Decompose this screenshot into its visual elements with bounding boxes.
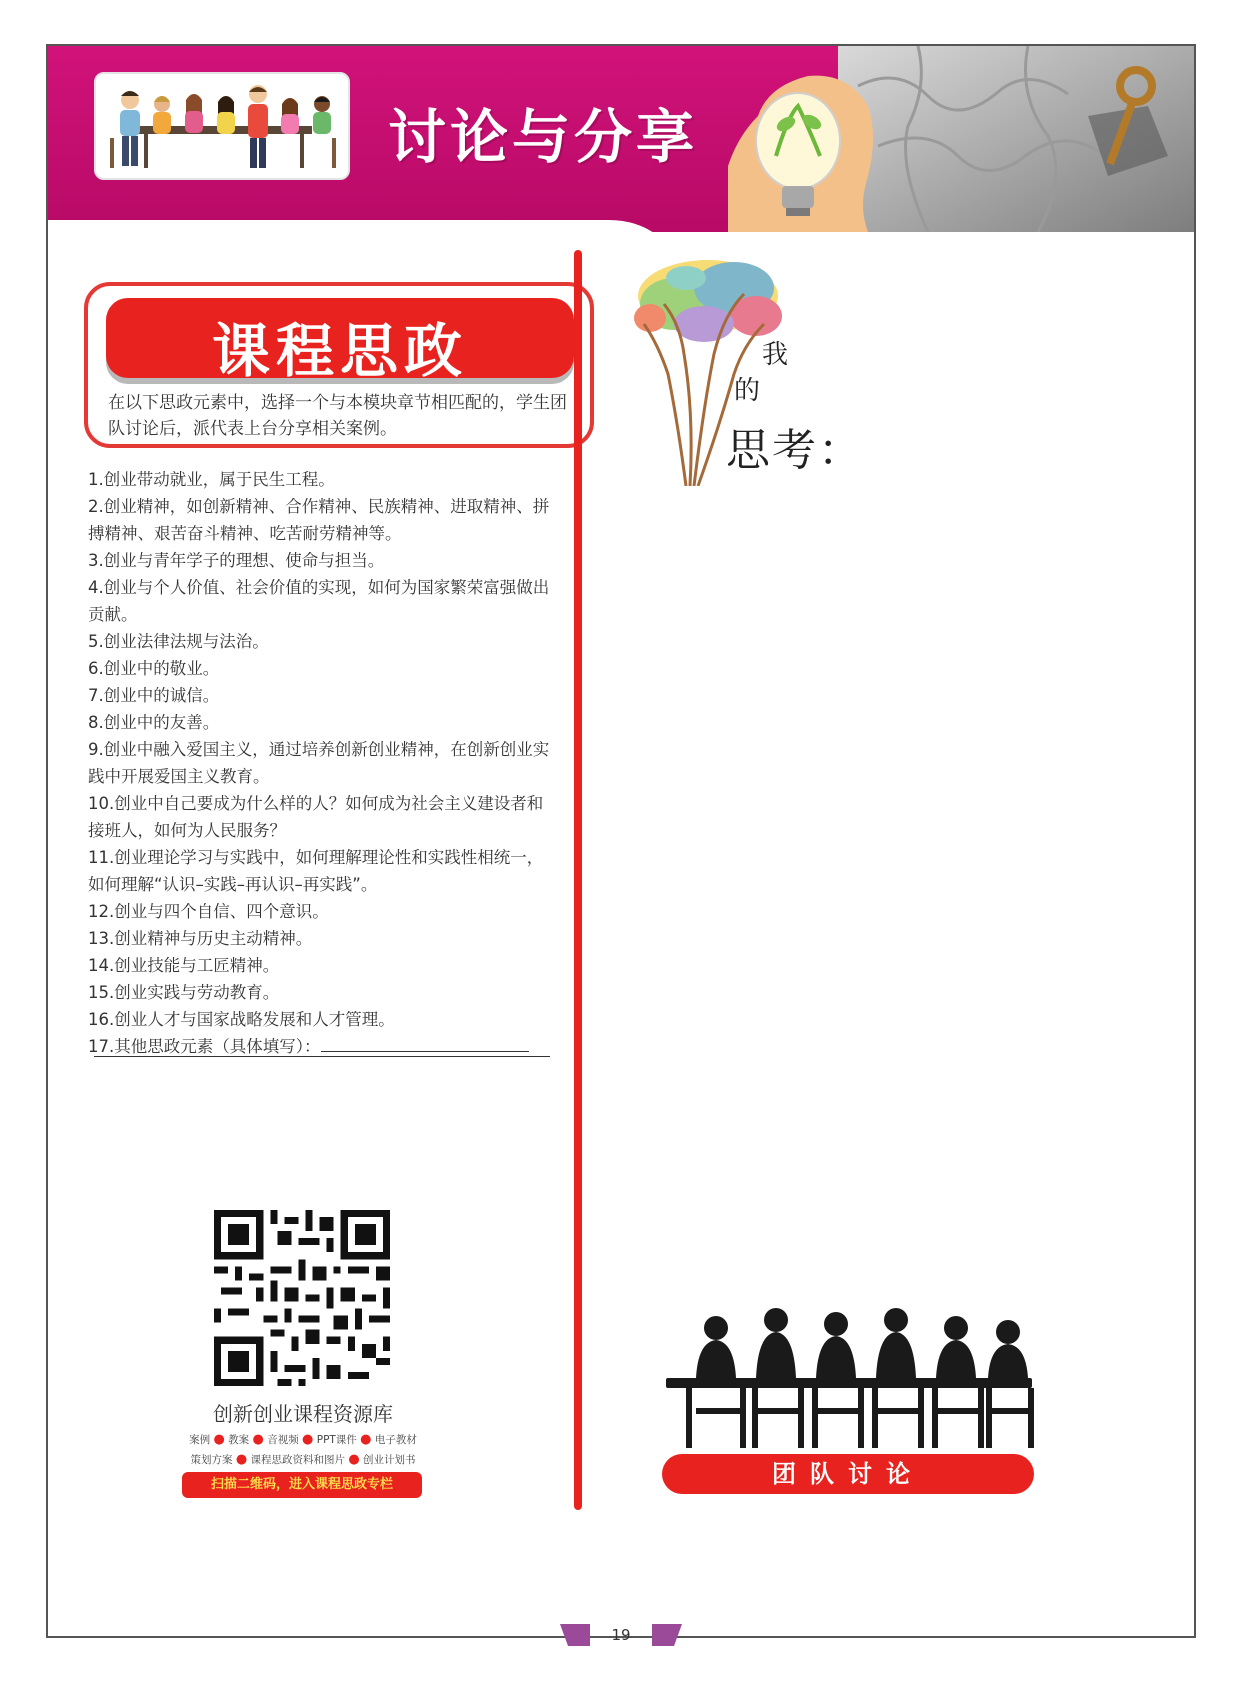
list-item: 1.创业带动就业，属于民生工程。 bbox=[88, 470, 335, 489]
ideology-title: 课程思政 bbox=[211, 317, 468, 385]
list-item: 13.创业精神与历史主动精神。 bbox=[88, 929, 313, 948]
list-item: 15.创业实践与劳动教育。 bbox=[88, 983, 280, 1002]
other-element-fill-line-2[interactable] bbox=[94, 1056, 550, 1057]
ideology-description: 在以下思政元素中，选择一个与本模块章节相匹配的，学生团队讨论后，派代表上台分享相关案例。 bbox=[108, 393, 567, 439]
list-item: 4.创业与个人价值、社会价值的实现，如何为国家繁荣富强做出贡献。 bbox=[88, 578, 550, 624]
tag: 电子教材 bbox=[374, 1434, 417, 1446]
other-element-fill-line[interactable] bbox=[321, 1038, 529, 1052]
list-item: 5.创业法律法规与法治。 bbox=[88, 632, 269, 651]
team-discussion-banner: 团队讨论 bbox=[662, 1454, 1034, 1494]
ideology-elements-list bbox=[88, 466, 558, 1060]
list-item: 6.创业中的敬业。 bbox=[88, 659, 220, 678]
tag: 音视频 bbox=[267, 1434, 299, 1446]
tag: 策划方案 bbox=[190, 1454, 233, 1466]
list-item: 10.创业中自己要成为什么样的人？如何成为社会主义建设者和接班人，如何为人民服务？ bbox=[88, 794, 544, 840]
tag: 课程思政资料和图片 bbox=[250, 1454, 345, 1466]
ideology-banner bbox=[106, 298, 574, 385]
list-item: 3.创业与青年学子的理想、使命与担当。 bbox=[88, 551, 385, 570]
thinking-label-1: 我 bbox=[762, 340, 789, 370]
header-banner bbox=[48, 46, 1196, 232]
list-item: 16.创业人才与国家战略发展和人才管理。 bbox=[88, 1010, 395, 1029]
other-element-label: 17.其他思政元素（具体填写）： bbox=[88, 1037, 321, 1056]
qr-code[interactable] bbox=[214, 1210, 390, 1386]
tag: PPT课件 bbox=[316, 1434, 357, 1446]
list-item: 7.创业中的诚信。 bbox=[88, 686, 220, 705]
tag: 创业计划书 bbox=[363, 1454, 416, 1466]
list-item: 12.创业与四个自信、四个意识。 bbox=[88, 902, 329, 921]
page-frame bbox=[46, 44, 1196, 1638]
puzzle-lightbulb-illustration bbox=[728, 46, 1196, 232]
list-item: 2.创业精神，如创新精神、合作精神、民族精神、进取精神、拼搏精神、艰苦奋斗精神、吃苦耐劳精神等。 bbox=[88, 497, 550, 543]
resource-tags-line-2: 策划方案 ● 课程思政资料和图片 ● 创业计划书 bbox=[190, 1452, 416, 1467]
page-number: 19 bbox=[611, 1626, 631, 1644]
resource-tags bbox=[108, 1430, 498, 1470]
header-wave bbox=[48, 206, 1196, 232]
section-title: 讨论与分享 bbox=[388, 103, 699, 171]
resource-tags-line-1: 案例 ● 教案 ● 音视频 ● PPT课件 ● 电子教材 bbox=[189, 1432, 417, 1447]
team-discussion-silhouette bbox=[656, 1298, 1042, 1458]
list-item: 11.创业理论学习与实践中，如何理解理论性和实践性相统一，如何理解“认识–实践–再认识–再实践”。 bbox=[88, 848, 544, 894]
list-item: 9.创业中融入爱国主义，通过培养创新创业精神，在创新创业实践中开展爱国主义教育。 bbox=[88, 740, 550, 786]
ideology-box bbox=[84, 282, 594, 448]
resource-library-caption: 创新创业课程资源库 bbox=[213, 1402, 393, 1426]
tag: 案例 bbox=[189, 1434, 211, 1446]
thinking-label-2: 的 bbox=[734, 376, 761, 406]
meeting-illustration bbox=[94, 72, 350, 180]
scan-qr-banner[interactable]: 扫描二维码，进入课程思政专栏 bbox=[182, 1472, 422, 1498]
thinking-label-3: 思考： bbox=[726, 425, 864, 476]
tag: 教案 bbox=[228, 1434, 250, 1446]
column-divider bbox=[574, 250, 582, 1510]
list-item: 8.创业中的友善。 bbox=[88, 713, 220, 732]
list-item: 14.创业技能与工匠精神。 bbox=[88, 956, 280, 975]
